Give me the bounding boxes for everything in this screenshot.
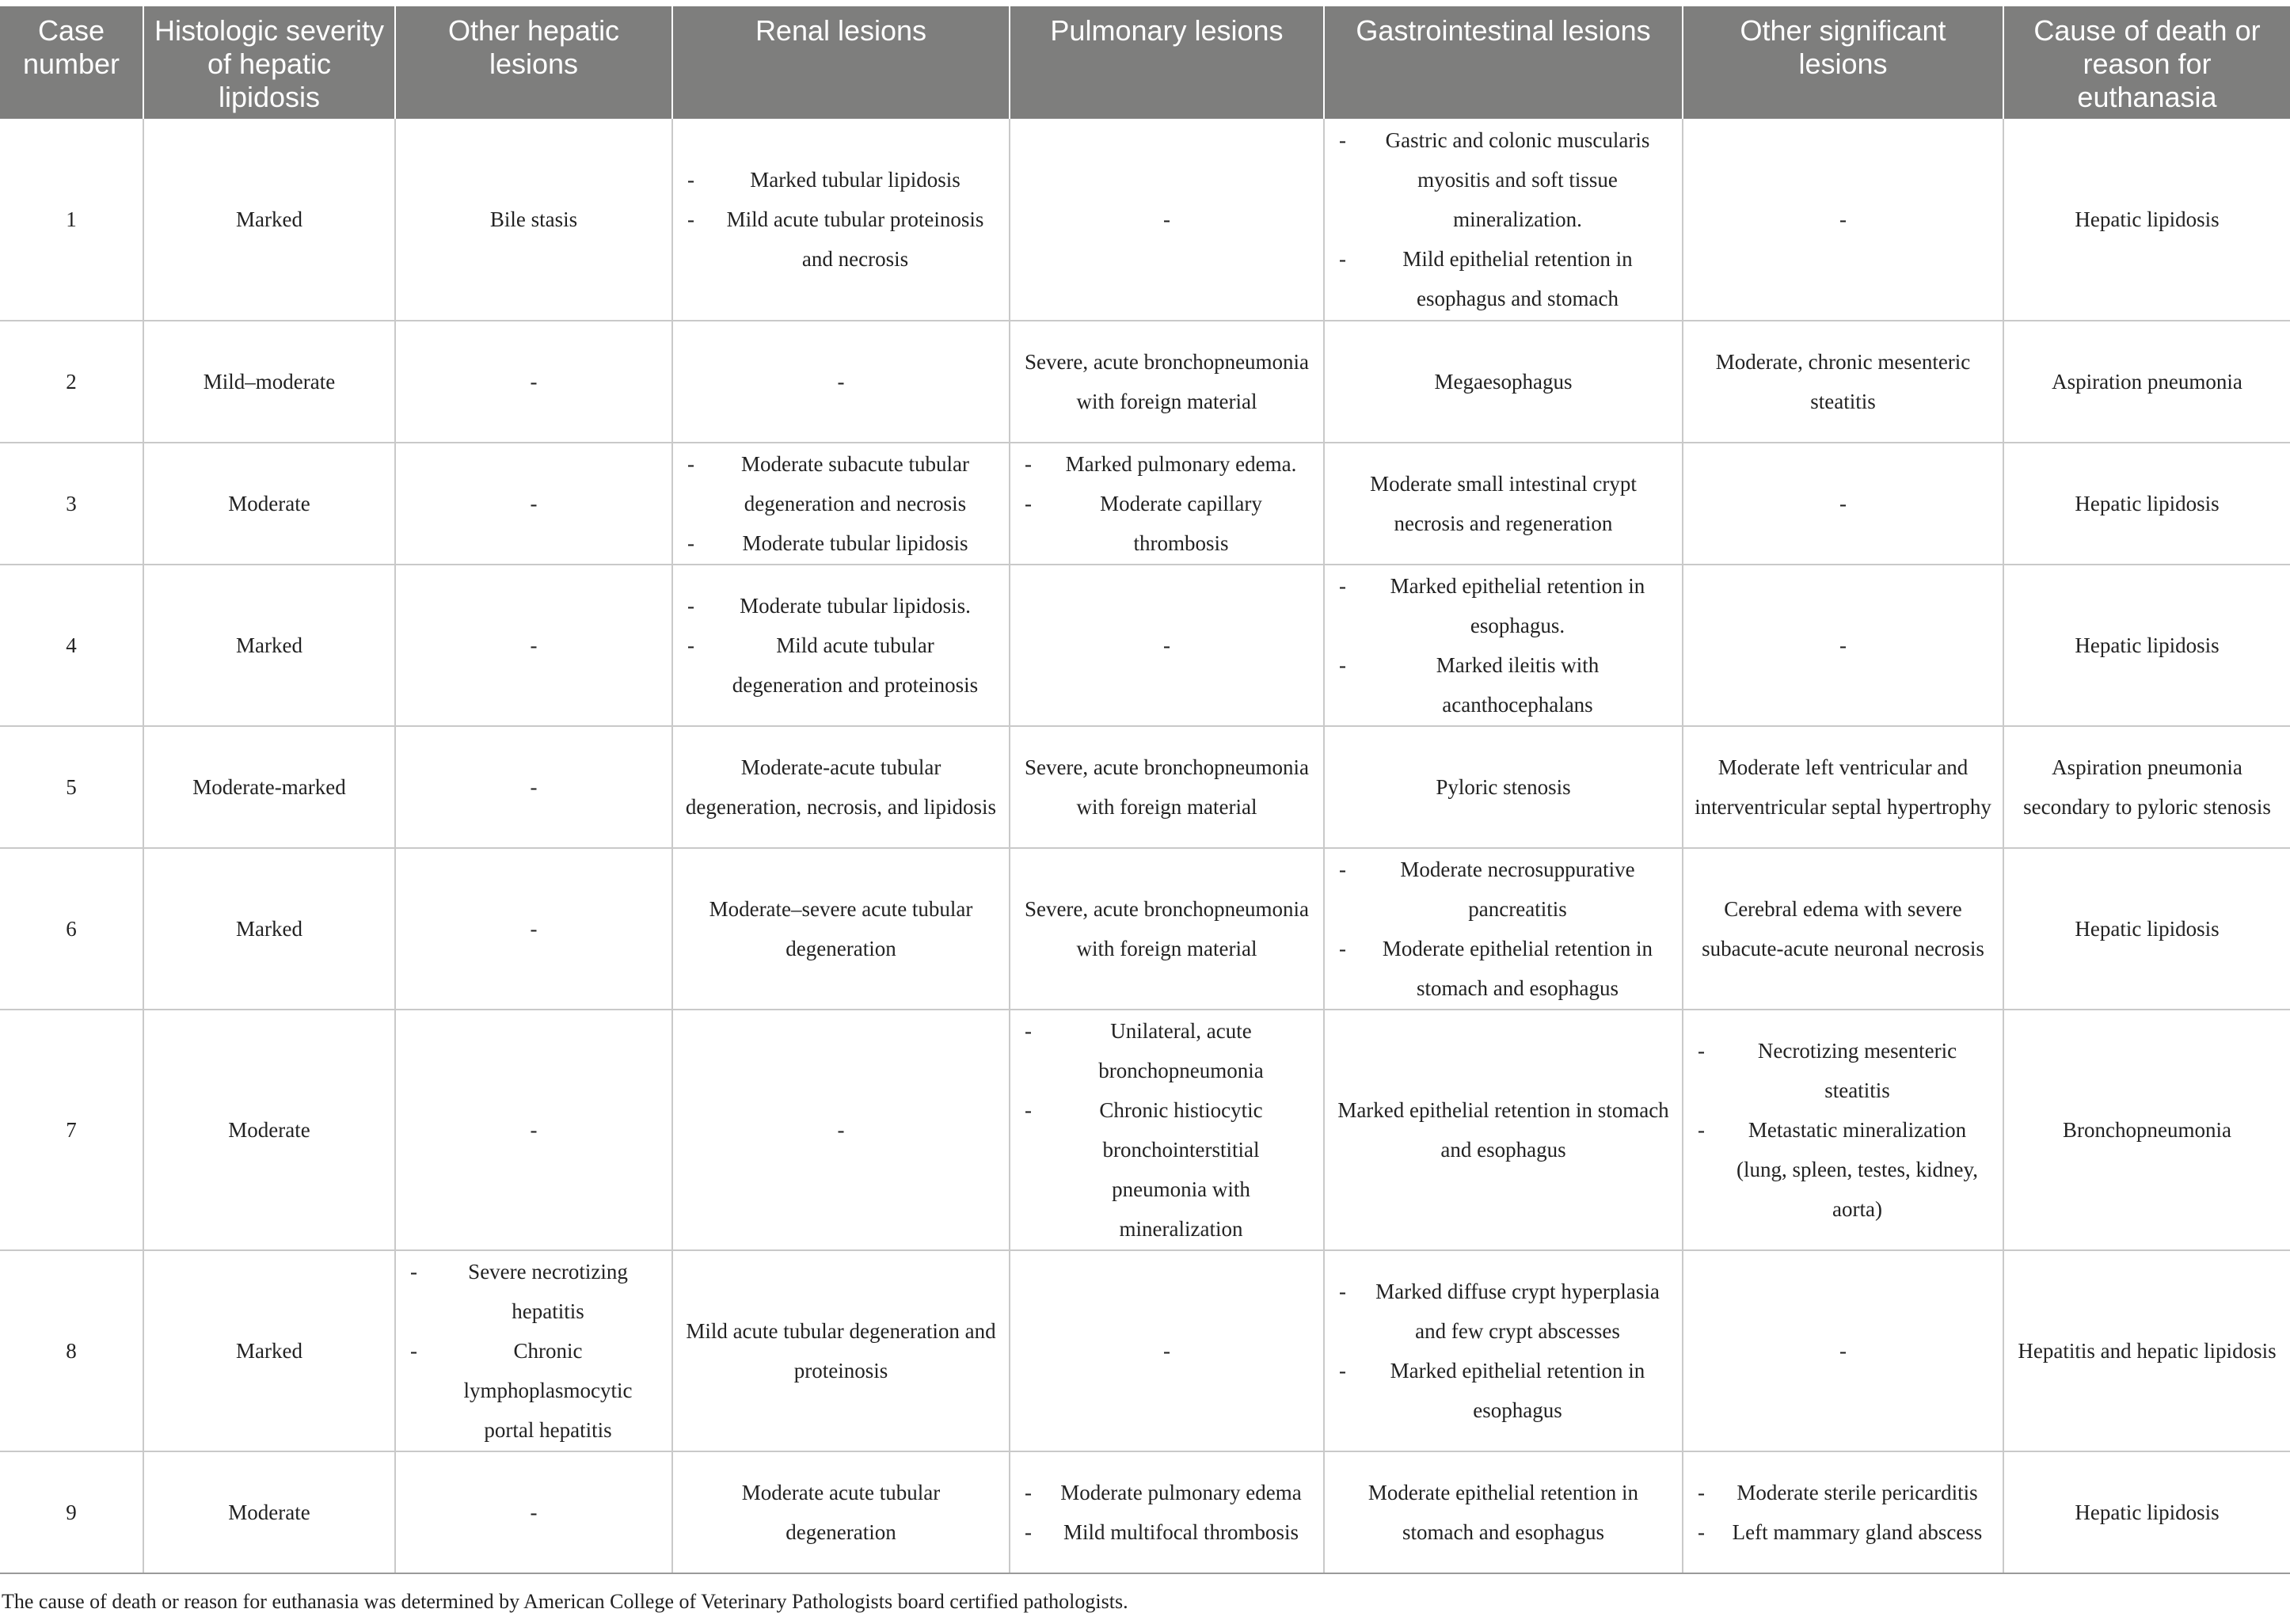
list-item-text: Marked tubular lipidosis [750, 168, 961, 192]
list-item [1695, 1110, 1991, 1229]
cell-case-number: 4 [0, 565, 143, 726]
list-item [1336, 120, 1671, 239]
cell-cause-of-death: Hepatic lipidosis [2003, 443, 2290, 565]
list-item-text: Moderate subacute tubular degeneration and necrosis [741, 452, 969, 515]
cell-gastrointestinal: Megaesophagus [1324, 321, 1683, 443]
cell-pulmonary: - [1010, 565, 1324, 726]
list-item-text: Marked pulmonary edema. [1065, 452, 1297, 476]
list-item [684, 586, 998, 626]
list-item-text: Chronic histiocytic bronchointerstitial pneumonia with mineralization [1099, 1098, 1263, 1241]
list-item [1336, 850, 1671, 929]
cell-pulmonary: Severe, acute bronchopneumonia with foreign material [1010, 726, 1324, 848]
list-dash-marker: - [1025, 492, 1032, 515]
list-dash-marker: - [410, 1260, 417, 1284]
cell-severity: Marked [143, 119, 395, 321]
cell-other-hepatic: - [395, 1451, 672, 1573]
cell-severity: Moderate [143, 443, 395, 565]
list-item [1021, 1512, 1312, 1552]
cell-gastrointestinal: Marked epithelial retention in stomach and esophagus [1324, 1010, 1683, 1250]
cell-severity: Moderate [143, 1010, 395, 1250]
table-row [0, 321, 2290, 443]
list-dash-marker: - [687, 531, 694, 555]
list-item [1336, 1272, 1671, 1351]
header-case-number: Case number [0, 6, 143, 119]
list-item-text: Chronic lymphoplasmocytic portal hepatitis [463, 1339, 633, 1442]
list-dash-marker: - [1339, 128, 1346, 152]
cell-gastrointestinal [1324, 1250, 1683, 1451]
cell-gastrointestinal: Moderate small intestinal crypt necrosis and regeneration [1324, 443, 1683, 565]
cell-case-number: 7 [0, 1010, 143, 1250]
list-dash-marker: - [1339, 858, 1346, 881]
cell-case-number: 1 [0, 119, 143, 321]
cell-severity: Moderate [143, 1451, 395, 1573]
cell-case-number: 6 [0, 848, 143, 1010]
cell-cause-of-death: Aspiration pneumonia [2003, 321, 2290, 443]
cell-other-significant: Moderate left ventricular and interventricular septal hypertrophy [1683, 726, 2003, 848]
cell-renal: Moderate acute tubular degeneration [672, 1451, 1010, 1573]
list-dash-marker: - [687, 452, 694, 476]
bullet-list [684, 444, 998, 563]
bullet-list [1695, 1473, 1991, 1552]
list-item [684, 626, 998, 705]
list-dash-marker: - [1339, 574, 1346, 598]
table-row [0, 1451, 2290, 1573]
list-dash-marker: - [687, 168, 694, 192]
table-row [0, 848, 2290, 1010]
bullet-list [684, 160, 998, 279]
cell-other-hepatic [395, 1250, 672, 1451]
cell-pulmonary: - [1010, 1250, 1324, 1451]
list-item-text: Moderate capillary thrombosis [1100, 492, 1262, 555]
cell-renal [672, 565, 1010, 726]
list-item [1336, 239, 1671, 318]
cell-gastrointestinal: Moderate epithelial retention in stomach and esophagus [1324, 1451, 1683, 1573]
cell-cause-of-death: Aspiration pneumonia secondary to pyloric stenosis [2003, 726, 2290, 848]
list-dash-marker: - [687, 633, 694, 657]
list-item-text: Severe necrotizing hepatitis [468, 1260, 628, 1323]
cell-pulmonary: Severe, acute bronchopneumonia with foreign material [1010, 848, 1324, 1010]
list-dash-marker: - [687, 207, 694, 231]
list-dash-marker: - [1339, 247, 1346, 271]
list-dash-marker: - [1025, 1520, 1032, 1544]
cell-other-hepatic: Bile stasis [395, 119, 672, 321]
list-item-text: Moderate pulmonary edema [1060, 1481, 1302, 1504]
cell-case-number: 5 [0, 726, 143, 848]
table-row [0, 1010, 2290, 1250]
lesions-table-container [0, 6, 2290, 1574]
bullet-list [1336, 566, 1671, 725]
cell-other-hepatic: - [395, 848, 672, 1010]
cell-gastrointestinal [1324, 119, 1683, 321]
list-item [1021, 1473, 1312, 1512]
list-dash-marker: - [1025, 1019, 1032, 1043]
cell-other-hepatic: - [395, 726, 672, 848]
cell-gastrointestinal: Pyloric stenosis [1324, 726, 1683, 848]
list-dash-marker: - [1698, 1520, 1705, 1544]
cell-other-significant: - [1683, 119, 2003, 321]
cell-severity: Mild–moderate [143, 321, 395, 443]
cell-other-hepatic: - [395, 1010, 672, 1250]
cell-case-number: 3 [0, 443, 143, 565]
cell-cause-of-death: Hepatic lipidosis [2003, 565, 2290, 726]
bullet-list [407, 1252, 660, 1450]
cell-other-hepatic: - [395, 443, 672, 565]
list-item [1021, 1011, 1312, 1090]
cell-pulmonary [1010, 1451, 1324, 1573]
cell-renal: - [672, 321, 1010, 443]
cell-renal: Mild acute tubular degeneration and proteinosis [672, 1250, 1010, 1451]
list-item [1695, 1473, 1991, 1512]
list-item [1021, 1090, 1312, 1249]
cell-severity: Marked [143, 1250, 395, 1451]
header-gastrointestinal-lesions: Gastrointestinal lesions [1324, 6, 1683, 119]
cell-other-significant: - [1683, 565, 2003, 726]
cell-pulmonary [1010, 443, 1324, 565]
header-other-hepatic-lesions: Other hepatic lesions [395, 6, 672, 119]
table-row [0, 565, 2290, 726]
bullet-list [1336, 120, 1671, 318]
cell-renal [672, 443, 1010, 565]
header-renal-lesions: Renal lesions [672, 6, 1010, 119]
list-item-text: Moderate necrosuppurative pancreatitis [1400, 858, 1635, 921]
cell-other-significant: Moderate, chronic mesenteric steatitis [1683, 321, 2003, 443]
bullet-list [1336, 850, 1671, 1008]
cell-severity: Moderate-marked [143, 726, 395, 848]
list-dash-marker: - [1025, 452, 1032, 476]
bullet-list [1021, 1473, 1312, 1552]
cell-case-number: 8 [0, 1250, 143, 1451]
cell-other-significant: Cerebral edema with severe subacute-acute neuronal necrosis [1683, 848, 2003, 1010]
list-item [1021, 444, 1312, 484]
list-item-text: Metastatic mineralization (lung, spleen, testes, kidney, aorta) [1737, 1118, 1978, 1221]
list-item [1336, 1351, 1671, 1430]
cell-case-number: 9 [0, 1451, 143, 1573]
bullet-list [1695, 1031, 1991, 1229]
list-dash-marker: - [1698, 1481, 1705, 1504]
lesions-table [0, 6, 2290, 1574]
list-item [684, 160, 998, 200]
cell-other-significant [1683, 1010, 2003, 1250]
list-item-text: Gastric and colonic muscularis myositis and soft tissue mineralization. [1385, 128, 1650, 231]
list-item [684, 200, 998, 279]
cell-pulmonary [1010, 1010, 1324, 1250]
list-item-text: Necrotizing mesenteric steatitis [1757, 1039, 1957, 1102]
list-dash-marker: - [1698, 1039, 1705, 1063]
list-item [1695, 1031, 1991, 1110]
cell-other-hepatic: - [395, 565, 672, 726]
table-row [0, 1250, 2290, 1451]
table-row [0, 443, 2290, 565]
cell-cause-of-death: Hepatic lipidosis [2003, 119, 2290, 321]
list-item-text: Moderate tubular lipidosis. [740, 594, 971, 618]
list-item-text: Unilateral, acute bronchopneumonia [1098, 1019, 1264, 1082]
table-footnote: The cause of death or reason for euthanasia was determined by American College of Veterinary Pathologists board certified pathologists. [2, 1590, 1128, 1613]
list-item-text: Marked epithelial retention in esophagus. [1390, 574, 1645, 637]
header-histologic-severity: Histologic severity of hepatic lipidosis [143, 6, 395, 119]
cell-gastrointestinal [1324, 565, 1683, 726]
cell-other-significant [1683, 1451, 2003, 1573]
list-item [407, 1252, 660, 1331]
list-item-text: Marked diffuse crypt hyperplasia and few crypt abscesses [1375, 1280, 1660, 1343]
cell-other-significant: - [1683, 443, 2003, 565]
cell-cause-of-death: Bronchopneumonia [2003, 1010, 2290, 1250]
list-dash-marker: - [1025, 1098, 1032, 1122]
table-row [0, 726, 2290, 848]
list-item-text: Mild acute tubular proteinosis and necrosis [726, 207, 984, 271]
cell-severity: Marked [143, 848, 395, 1010]
list-item-text: Moderate epithelial retention in stomach and esophagus [1382, 937, 1653, 1000]
list-item [684, 444, 998, 523]
cell-other-significant: - [1683, 1250, 2003, 1451]
cell-pulmonary: - [1010, 119, 1324, 321]
list-item-text: Marked ileitis with acanthocephalans [1436, 653, 1600, 717]
bullet-list [1021, 1011, 1312, 1249]
table-header-row [0, 6, 2290, 119]
list-item [1021, 484, 1312, 563]
header-pulmonary-lesions: Pulmonary lesions [1010, 6, 1324, 119]
bullet-list [1336, 1272, 1671, 1430]
cell-gastrointestinal [1324, 848, 1683, 1010]
list-item-text: Mild epithelial retention in esophagus and stomach [1402, 247, 1633, 310]
bullet-list [1021, 444, 1312, 563]
cell-renal: Moderate-acute tubular degeneration, necrosis, and lipidosis [672, 726, 1010, 848]
list-item-text: Moderate sterile pericarditis [1737, 1481, 1978, 1504]
bullet-list [684, 586, 998, 705]
list-item-text: Marked epithelial retention in esophagus [1390, 1359, 1645, 1422]
cell-cause-of-death: Hepatic lipidosis [2003, 1451, 2290, 1573]
cell-cause-of-death: Hepatic lipidosis [2003, 848, 2290, 1010]
cell-renal [672, 119, 1010, 321]
list-dash-marker: - [1339, 1280, 1346, 1303]
list-dash-marker: - [687, 594, 694, 618]
table-body [0, 119, 2290, 1573]
cell-cause-of-death: Hepatitis and hepatic lipidosis [2003, 1250, 2290, 1451]
list-item [1336, 566, 1671, 645]
cell-case-number: 2 [0, 321, 143, 443]
list-item [1336, 645, 1671, 725]
list-dash-marker: - [1025, 1481, 1032, 1504]
header-other-significant-lesions: Other significant lesions [1683, 6, 2003, 119]
cell-renal: Moderate–severe acute tubular degeneration [672, 848, 1010, 1010]
list-item-text: Mild multifocal thrombosis [1063, 1520, 1299, 1544]
header-cause-of-death: Cause of death or reason for euthanasia [2003, 6, 2290, 119]
table-row [0, 119, 2290, 321]
list-dash-marker: - [410, 1339, 417, 1363]
list-dash-marker: - [1339, 937, 1346, 960]
cell-severity: Marked [143, 565, 395, 726]
list-item-text: Left mammary gland abscess [1732, 1520, 1983, 1544]
list-item-text: Moderate tubular lipidosis [742, 531, 968, 555]
list-item [407, 1331, 660, 1450]
cell-renal: - [672, 1010, 1010, 1250]
cell-other-hepatic: - [395, 321, 672, 443]
list-dash-marker: - [1339, 653, 1346, 677]
list-item [1336, 929, 1671, 1008]
cell-pulmonary: Severe, acute bronchopneumonia with foreign material [1010, 321, 1324, 443]
list-dash-marker: - [1339, 1359, 1346, 1382]
list-item [684, 523, 998, 563]
list-item [1695, 1512, 1991, 1552]
list-item-text: Mild acute tubular degeneration and proteinosis [732, 633, 979, 697]
list-dash-marker: - [1698, 1118, 1705, 1142]
